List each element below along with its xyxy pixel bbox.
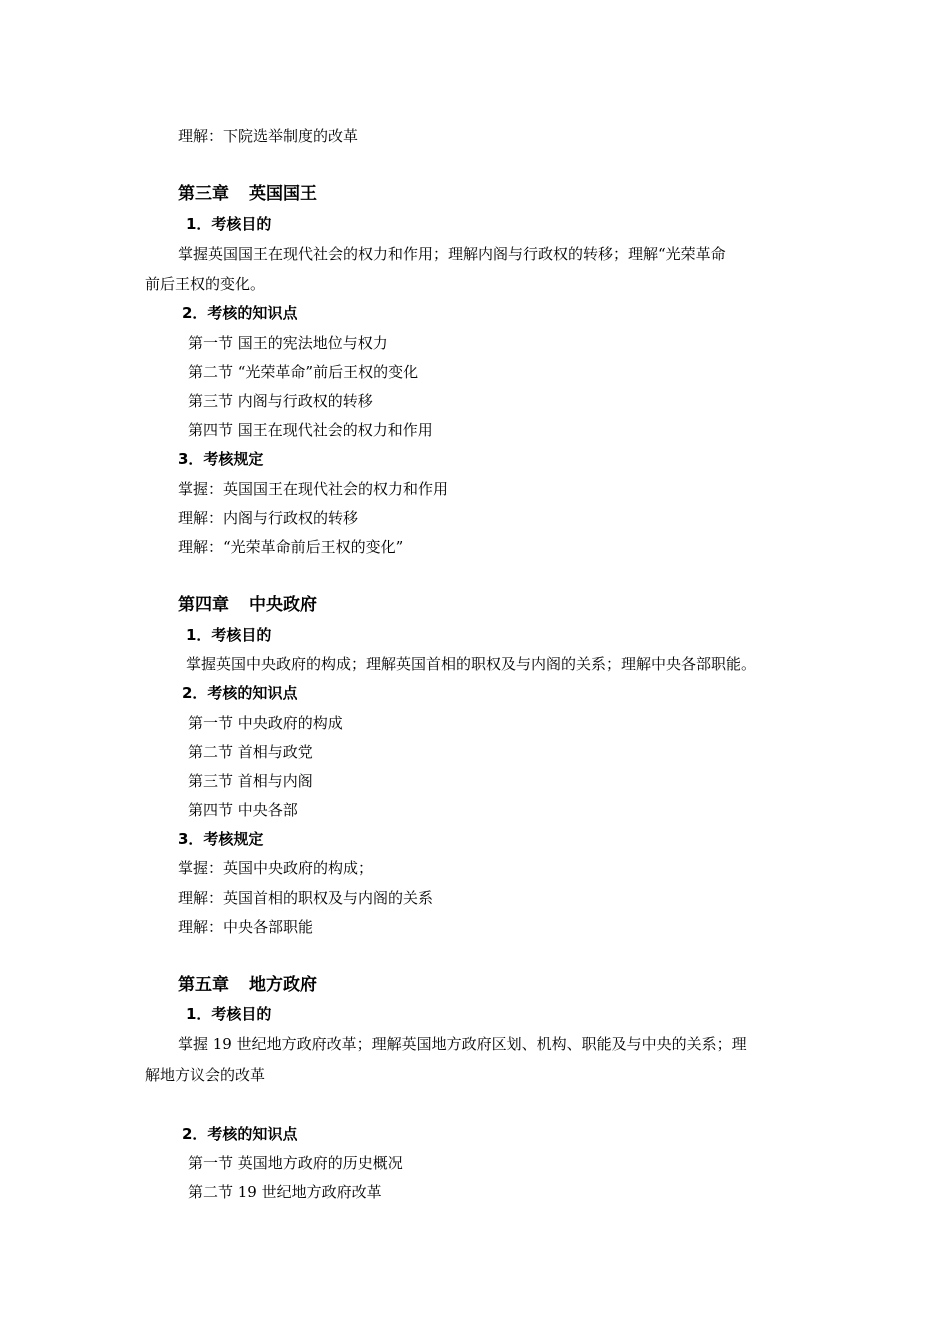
chapter3-rule2: 理解：内阁与行政权的转移: [178, 509, 359, 527]
chapter4-section4: 第四节 中央各部: [188, 801, 298, 819]
chapter3-points-heading: 2．考核的知识点: [182, 304, 298, 322]
chapter5-goal-heading: 1．考核目的: [186, 1005, 272, 1023]
chapter4-name: 中央政府: [249, 595, 317, 615]
chapter3-number: 第三章: [178, 184, 229, 204]
chapter4-rule2: 理解：英国首相的职权及与内阁的关系: [178, 889, 434, 907]
chapter3-rule3: 理解：“光荣革命前后王权的变化”: [178, 538, 404, 556]
chapter4-goal-line1: 掌握英国中央政府的构成；理解英国首相的职权及与内阁的关系；理解中央各部职能。: [186, 655, 757, 673]
chapter4-section1: 第一节 中央政府的构成: [188, 714, 343, 732]
chapter3-goal-line2: 前后王权的变化。: [145, 275, 266, 293]
chapter5-section2: 第二节 19 世纪地方政府改革: [188, 1183, 382, 1201]
chapter4-section3: 第三节 首相与内阁: [188, 772, 313, 790]
chapter3-rule1: 掌握：英国国王在现代社会的权力和作用: [178, 480, 449, 498]
chapter4-section2: 第二节 首相与政党: [188, 743, 313, 761]
chapter3-section1: 第一节 国王的宪法地位与权力: [188, 334, 388, 352]
chapter5-points-heading: 2．考核的知识点: [182, 1125, 298, 1143]
chapter4-points-heading: 2．考核的知识点: [182, 684, 298, 702]
chapter5-goal-line1: 掌握 19 世纪地方政府改革；理解英国地方政府区划、机构、职能及与中央的关系；理: [178, 1035, 747, 1053]
chapter3-goal-line1: 掌握英国国王在现代社会的权力和作用；理解内阁与行政权的转移；理解“光荣革命: [178, 245, 726, 263]
chapter4-title: [178, 595, 317, 615]
chapter3-name: 英国国王: [249, 184, 317, 204]
top-understand-line: 理解：下院选举制度的改革: [178, 127, 359, 145]
chapter3-section4: 第四节 国王在现代社会的权力和作用: [188, 421, 433, 439]
chapter4-rule1: 掌握：英国中央政府的构成；: [178, 859, 374, 877]
chapter3-title: [178, 184, 317, 204]
chapter5-title: [178, 975, 317, 995]
chapter5-number: 第五章: [178, 975, 229, 995]
chapter5-goal-line2: 解地方议会的改革: [145, 1066, 266, 1084]
chapter3-section2: 第二节 “光荣革命”前后王权的变化: [188, 363, 419, 381]
chapter5-section1: 第一节 英国地方政府的历史概况: [188, 1154, 403, 1172]
chapter4-goal-heading: 1．考核目的: [186, 626, 272, 644]
chapter3-goal-heading: 1．考核目的: [186, 215, 272, 233]
chapter4-rules-heading: 3．考核规定: [178, 830, 264, 848]
chapter3-section3: 第三节 内阁与行政权的转移: [188, 392, 373, 410]
chapter5-name: 地方政府: [249, 975, 317, 995]
chapter4-rule3: 理解：中央各部职能: [178, 918, 314, 936]
chapter4-number: 第四章: [178, 595, 229, 615]
chapter3-rules-heading: 3．考核规定: [178, 450, 264, 468]
